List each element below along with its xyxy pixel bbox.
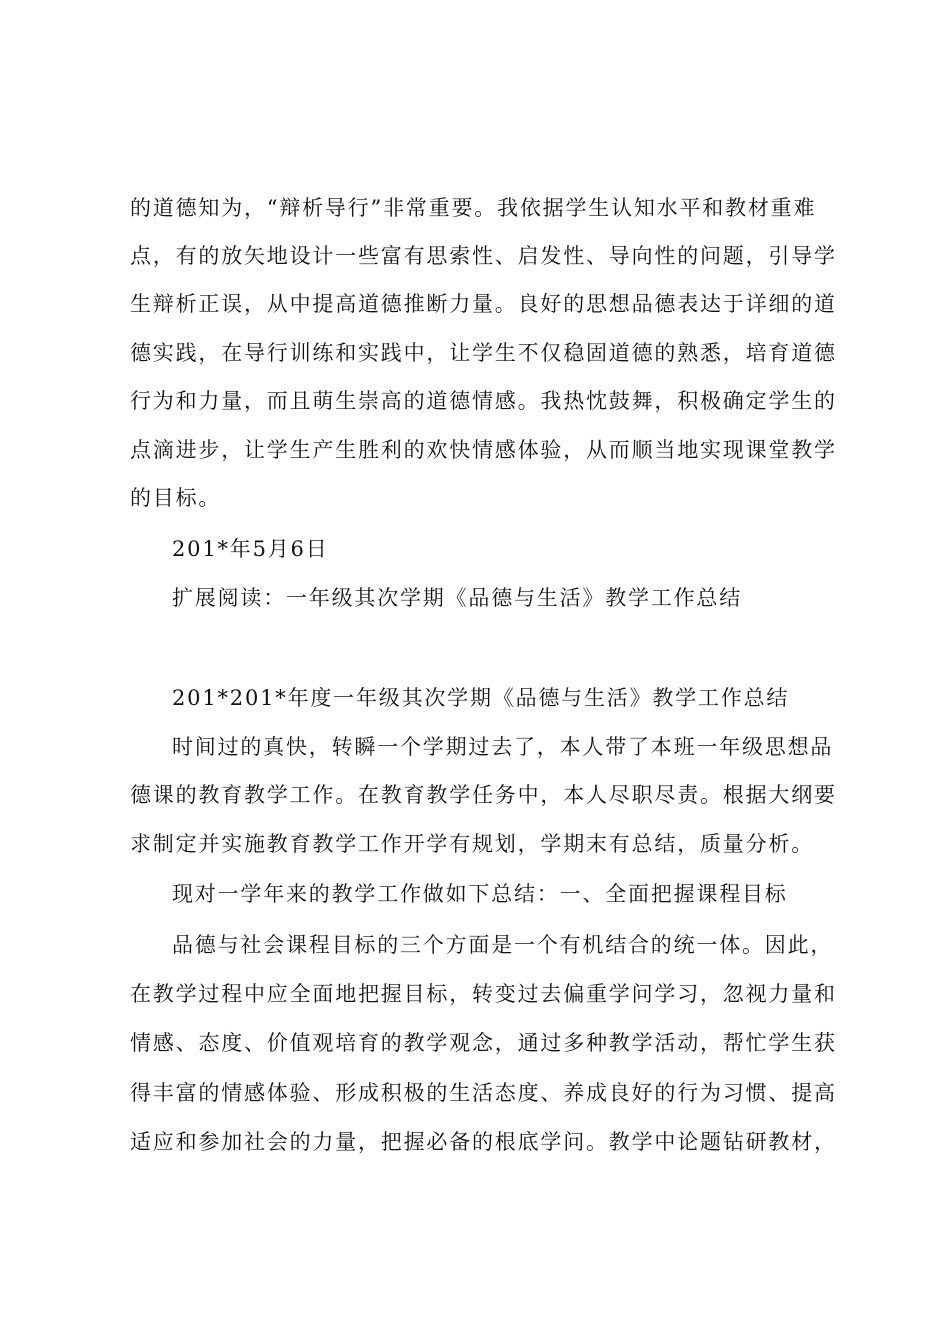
paragraph-line: 德课的教育教学工作。在教育教学任务中，本人尽职尽责。根据大纲要 [130, 783, 837, 807]
paragraph-line: 求制定并实施教育教学工作开学有规划，学期末有总结，质量分析。 [130, 832, 814, 856]
paragraph-line: 品德与社会课程目标的三个方面是一个有机结合的统一体。因此， [172, 933, 834, 957]
paragraph-line: 点滴进步，让学生产生胜利的欢快情感体验，从而顺当地实现课堂教学 [130, 438, 837, 462]
paragraph-line: 的目标。 [130, 486, 222, 510]
paragraph-line: 时间过的真快，转瞬一个学期过去了，本人带了本班一年级思想品 [172, 735, 834, 759]
paragraph-line: 情感、态度、价值观培育的教学观念，通过多种教学活动，帮忙学生获 [130, 1031, 837, 1055]
paragraph-line: 得丰富的情感体验、形成积极的生活态度、养成良好的行为习惯、提高 [130, 1081, 837, 1105]
paragraph-line: 点，有的放矢地设计一些富有思索性、启发性、导向性的问题，引导学 [130, 244, 837, 268]
paragraph-line: 现对一学年来的教学工作做如下总结：一、全面把握课程目标 [172, 882, 788, 906]
paragraph-line: 生辩析正误，从中提高道德推断力量。良好的思想品德表达于详细的道 [130, 292, 837, 316]
extended-reading-heading: 扩展阅读：一年级其次学期《品德与生活》教学工作总结 [172, 586, 742, 610]
paragraph-line: 的道德知为，“辩析导行”非常重要。我依据学生认知水平和教材重难 [130, 196, 817, 220]
section-title: 201*201*年度一年级其次学期《品德与生活》教学工作总结 [172, 686, 790, 710]
date-line: 201*年5月6日 [172, 537, 329, 561]
paragraph-line: 适应和参加社会的力量，把握必备的根底学问。教学中论题钻研教材， [130, 1130, 837, 1154]
paragraph-line: 德实践，在导行训练和实践中，让学生不仅稳固道德的熟悉，培育道德 [130, 341, 837, 365]
paragraph-line: 在教学过程中应全面地把握目标，转变过去偏重学问学习，忽视力量和 [130, 982, 837, 1006]
paragraph-line: 行为和力量，而且萌生崇高的道德情感。我热忱鼓舞，积极确定学生的 [130, 389, 837, 413]
